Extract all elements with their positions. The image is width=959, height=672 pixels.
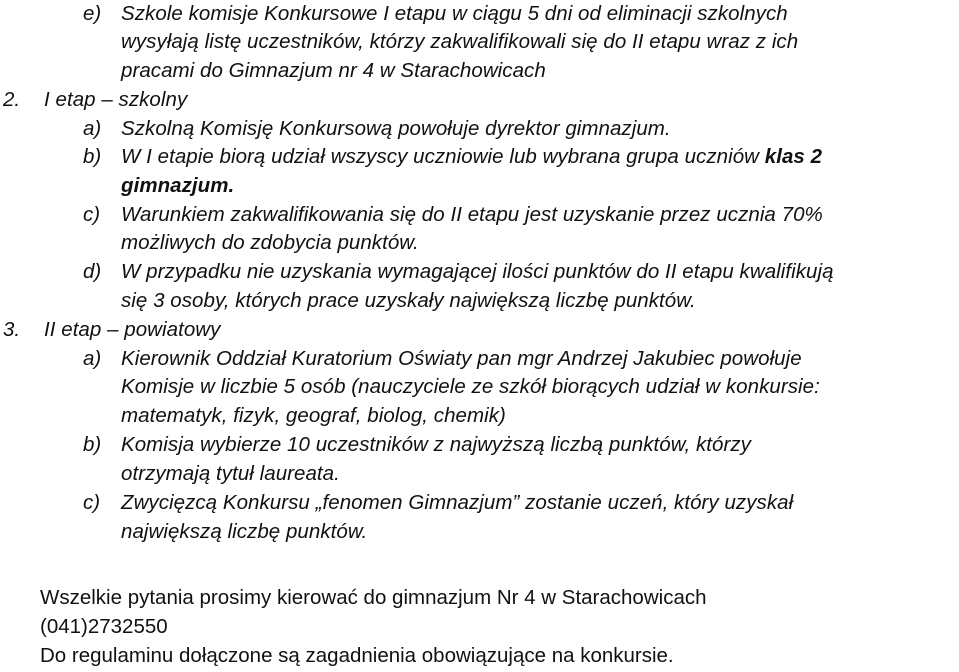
list-marker-2d: d): [83, 260, 102, 283]
section-2-item-c-line-1: Warunkiem zakwalifikowania się do II etapu jest uzyskanie przez ucznia 70%: [121, 203, 823, 226]
section-2-item-c-line-2: możliwych do zdobycia punktów.: [121, 231, 419, 254]
section-3-item-a-line-2: Komisje w liczbie 5 osób (nauczyciele ze szkół biorących udział w konkursie:: [121, 375, 820, 398]
footer-attachment-note: Do regulaminu dołączone są zagadnienia obowiązujące na konkursie.: [40, 644, 674, 667]
list-marker-3a: a): [83, 347, 102, 370]
section-3-item-a-line-1: Kierownik Oddział Kuratorium Oświaty pan mgr Andrzej Jakubiec powołuje: [121, 347, 802, 370]
section-2-item-b-line-1: [121, 143, 822, 171]
section-2-item-d-line-1: W przypadku nie uzyskania wymagającej ilości punktów do II etapu kwalifikują: [121, 260, 834, 283]
list-marker-2c: c): [83, 203, 101, 226]
section-2-item-a: Szkolną Komisję Konkursową powołuje dyrektor gimnazjum.: [121, 117, 671, 140]
section-3-title: II etap – powiatowy: [44, 318, 221, 341]
list-marker-3c: c): [83, 491, 101, 514]
section-3-item-c-line-1: Zwycięzcą Konkursu „fenomen Gimnazjum” zostanie uczeń, który uzyskał: [121, 491, 794, 514]
section-2-number: 2.: [3, 88, 21, 111]
section-3-item-c-line-2: największą liczbę punktów.: [121, 520, 368, 543]
item-e-line-2: wysyłają listę uczestników, którzy zakwalifikowali się do II etapu wraz z ich: [121, 30, 799, 53]
section-3-item-a-line-3: matematyk, fizyk, geograf, biolog, chemik): [121, 404, 506, 427]
footer-questions: Wszelkie pytania prosimy kierować do gimnazjum Nr 4 w Starachowicach: [40, 586, 707, 609]
section-3-item-b-line-1: Komisja wybierze 10 uczestników z najwyższą liczbą punktów, którzy: [121, 433, 751, 456]
section-2-item-b-text: W I etapie biorą udział wszyscy uczniowie lub wybrana grupa uczniów: [121, 145, 765, 168]
item-e-line-3: pracami do Gimnazjum nr 4 w Starachowicach: [121, 59, 546, 82]
section-2-item-b-bold: klas 2: [764, 145, 823, 168]
list-marker-3b: b): [83, 433, 102, 456]
section-3-number: 3.: [3, 318, 21, 341]
list-marker-e: e): [83, 2, 102, 25]
footer-phone: (041)2732550: [40, 615, 168, 638]
list-marker-2a: a): [83, 117, 102, 140]
section-2-title: I etap – szkolny: [44, 88, 188, 111]
section-3-item-b-line-2: otrzymają tytuł laureata.: [121, 462, 340, 485]
section-2-item-b-line-2: gimnazjum.: [121, 174, 235, 197]
list-marker-2b: b): [83, 145, 102, 168]
item-e-line-1: Szkole komisje Konkursowe I etapu w ciągu 5 dni od eliminacji szkolnych: [121, 2, 788, 25]
section-2-item-d-line-2: się 3 osoby, których prace uzyskały największą liczbę punktów.: [121, 289, 696, 312]
